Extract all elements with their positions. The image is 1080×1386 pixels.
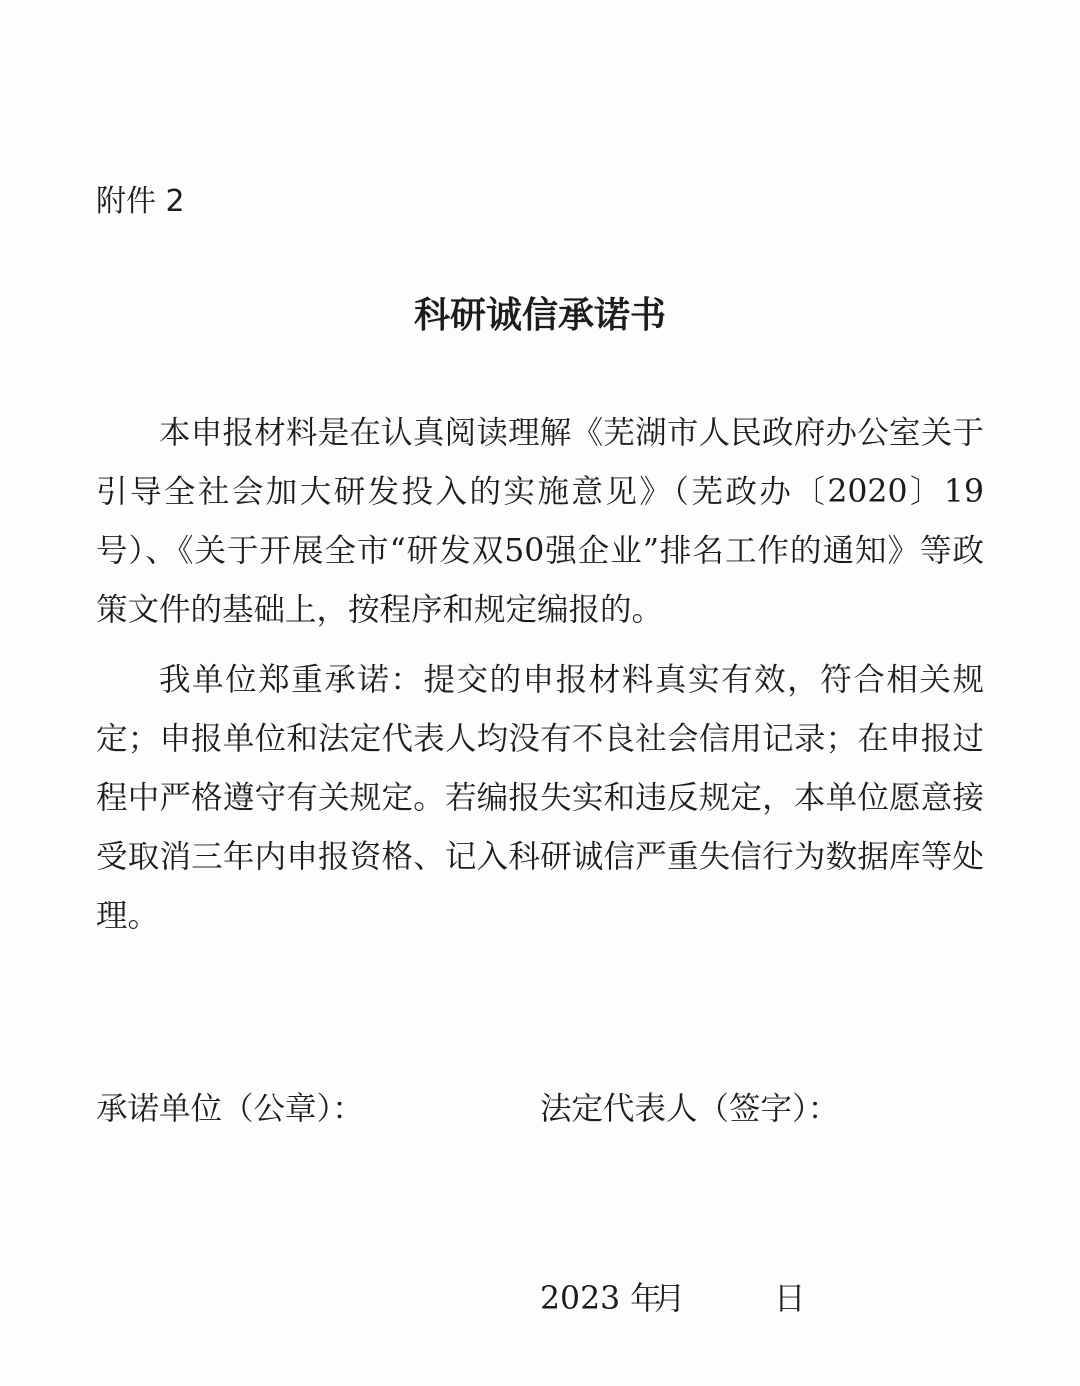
document-title: 科研诚信承诺书 [413,295,666,336]
date-line [540,1276,806,1322]
attachment-label: 附件 2 [96,184,185,219]
legal-representative-label: 法定代表人（签字）： [540,1091,840,1127]
paragraph-commitment: 我单位郑重承诺：提交的申报材料真实有效，符合相关规定；申报单位和法定代表人均没有不良社会信用记录；在申报过程中严格遵守有关规定。若编报失实和违反规定，本单位愿意接受取消三年内申报资格、记入科研诚信严重失信行为数据库等处理。 [96,662,984,934]
unit-seal-label: 承诺单位（公章）： [96,1091,364,1127]
date-year: 2023 年 [540,1281,662,1317]
date-day: 日 [774,1281,806,1317]
paragraph-basis: 本申报材料是在认真阅读理解《芜湖市人民政府办公室关于引导全社会加大研发投入的实施意见》（芜政办〔2020〕19号）、《关于开展全市“研发双50强企业”排名工作的通知》等政策文件的基础上，按程序和规定编报的。 [96,415,984,628]
date-month: 月 [654,1281,686,1317]
